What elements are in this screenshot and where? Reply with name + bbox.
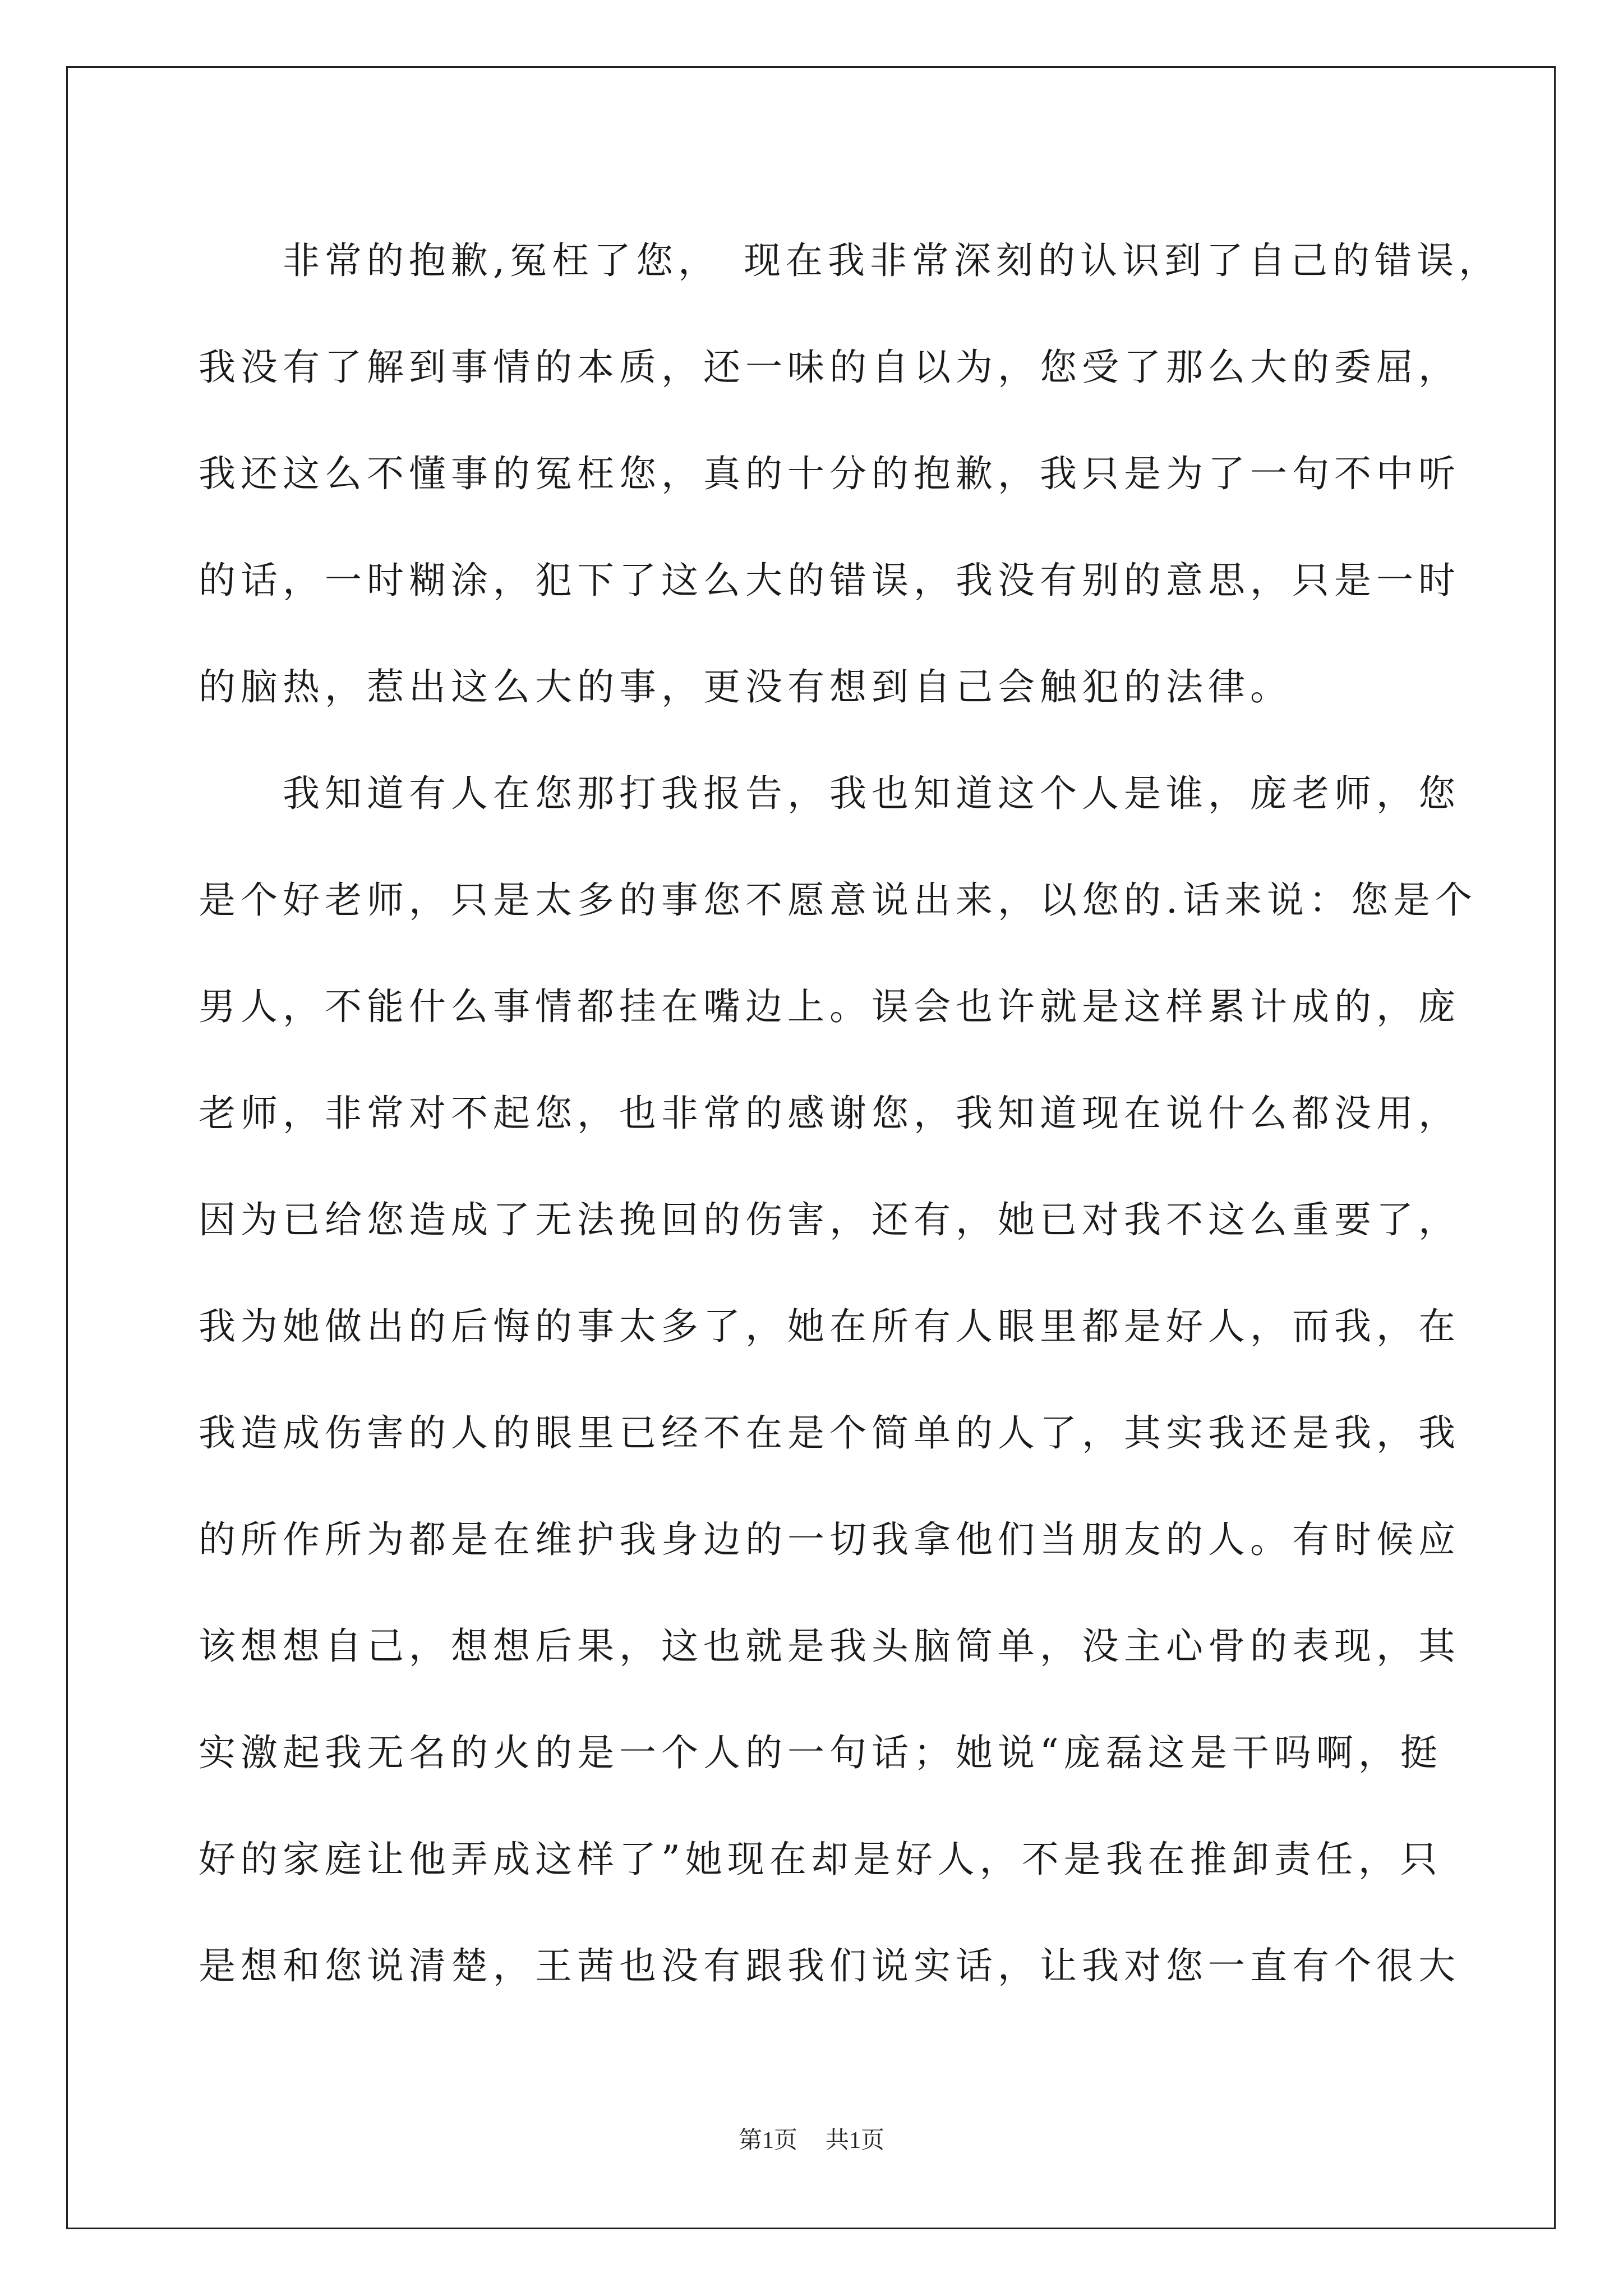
text-line: 我造成伤害的人的眼里已经不在是个简单的人了，其实我还是我，我 — [199, 1411, 1460, 1455]
text-line: 老师，非常对不起您，也非常的感谢您，我知道现在说什么都没用， — [199, 1092, 1460, 1135]
text-line: 的脑热，惹出这么大的事，更没有想到自己会触犯的法律。 — [199, 665, 1292, 708]
text-line: 非常的抱歉,冤枉了您， 现在我非常深刻的认识到了自己的错误， — [199, 239, 1501, 282]
text-line: 我为她做出的后悔的事太多了，她在所有人眼里都是好人，而我，在 — [199, 1305, 1460, 1348]
text-line: 我还这么不懂事的冤枉您，真的十分的抱歉，我只是为了一句不中听 — [199, 452, 1460, 495]
text-line: 好的家庭让他弄成这样了”她现在却是好人，不是我在推卸责任，只 — [199, 1838, 1442, 1881]
page-total: 共1页 — [826, 2128, 885, 2154]
text-line: 的话，一时糊涂，犯下了这么大的错误，我没有别的意思，只是一时 — [199, 559, 1460, 602]
text-line: 我知道有人在您那打我报告，我也知道这个人是谁，庞老师，您 — [199, 772, 1460, 815]
text-line: 是想和您说清楚，王茜也没有跟我们说实话，让我对您一直有个很大 — [199, 1944, 1460, 1987]
text-line: 男人，不能什么事情都挂在嘴边上。误会也许就是这样累计成的，庞 — [199, 985, 1460, 1028]
page-footer — [0, 2124, 1623, 2157]
page-number: 第1页 — [738, 2128, 797, 2154]
text-line: 我没有了解到事情的本质，还一味的自以为，您受了那么大的委屈， — [199, 346, 1460, 389]
text-line: 实激起我无名的火的是一个人的一句话；她说“庞磊这是干吗啊，挺 — [199, 1731, 1442, 1774]
text-line: 的所作所为都是在维护我身边的一切我拿他们当朋友的人。有时候应 — [199, 1518, 1460, 1561]
document-body — [199, 208, 1501, 2019]
text-line: 该想想自己，想想后果，这也就是我头脑简单，没主心骨的表现，其 — [199, 1625, 1460, 1668]
text-line: 是个好老师，只是太多的事您不愿意说出来，以您的.话来说：您是个 — [199, 878, 1477, 922]
text-line: 因为已给您造成了无法挽回的伤害，还有，她已对我不这么重要了， — [199, 1198, 1460, 1241]
